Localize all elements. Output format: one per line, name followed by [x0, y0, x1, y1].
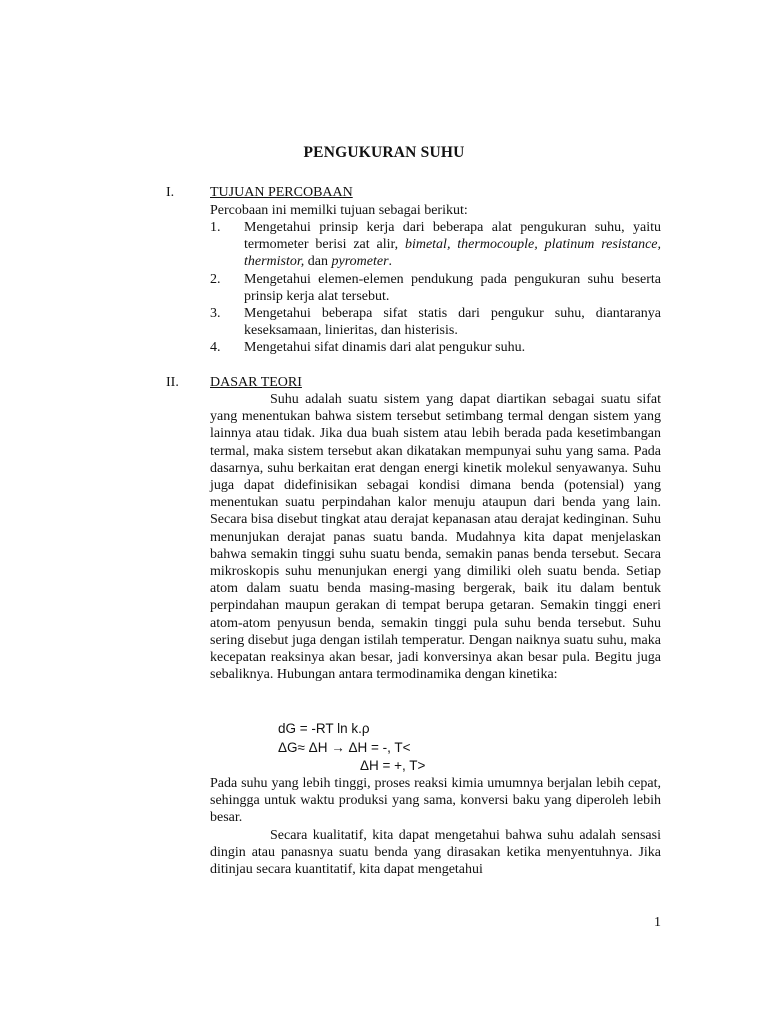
- list-item-number: 2.: [210, 271, 221, 287]
- list-item-text: Mengetahui beberapa sifat statis dari pengukur suhu, diantaranya keseksamaan, linieritas, dan histerisis.: [244, 306, 661, 339]
- list-item: [210, 271, 661, 305]
- list-item: [210, 219, 661, 271]
- list-item-text: Mengetahui elemen-elemen pendukung pada pengukuran suhu beserta prinsip kerja alat tersebut.: [244, 271, 661, 304]
- list-item-text: dan: [304, 254, 332, 270]
- list-item-number: 1.: [210, 220, 221, 235]
- list-item-number: 4.: [210, 340, 221, 356]
- list-item-italic: bimetal, thermocouple, platinum resistance, thermistor,: [244, 237, 662, 270]
- section-1-heading: TUJUAN PERCOBAAN: [210, 185, 353, 200]
- page-title: PENGUKURAN SUHU: [303, 144, 465, 161]
- theory-paragraph-3: Secara kualitatif, kita dapat mengetahui bahwa suhu adalah sensasi dingin atau panasnya suatu benda yang dirasakan ketika menyentuhnya. Jika ditinjau secara kuantitatif, kita dapat mengetahui: [210, 828, 661, 878]
- list-item-number: 3.: [210, 306, 221, 322]
- theory-paragraph-1: Suhu adalah suatu sistem yang dapat diartikan sebagai suatu sifat yang menentukan bahwa sistem tersebut setimbang termal dengan sistem yang lainnya atau tidak. Jika dua buah sistem atau lebih berada pada kesetimbangan termal, maka sistem tersebut akan dikatakan mempunyai suhu yang sama. Pada dasarnya, suhu berkaitan erat dengan energi kinetik molekul senyawanya. Suhu juga dapat didefinisikan sebagai kondisi dimana benda (potensial) yang menentukan suatu perpindahan kalor menuju ataupun dari benda yang lain. Secara bisa disebut tingkat atau derajat kepanasan atau derajat kedinginan. Suhu menunjukan derajat panas suatu banda. Mudahnya kita dapat menjelaskan bahwa semakin tinggi suhu suatu benda, semakin panas benda tersebut. Secara mikroskopis suhu menunjukan energi yang dimiliki oleh suatu benda. Setiap atom dalam suatu benda masing-masing bergerak, baik itu dalam bentuk perpindahan maupun gerakan di tempat berupa getaran. Semakin tinggi eneri atom-atom penyusun benda, semakin tinggi pula suhu benda tersebut. Suhu sering disebut juga dengan istilah temperatur. Dengan naiknya suatu suhu, maka kecepatan reaksinya akan besar, jadi konversinya akan besar pula. Begitu juga sebaliknya. Hubungan antara termodinamika dengan kinetika:: [210, 392, 661, 683]
- formula-2: ΔG≈ ΔH → ΔH = -, T<: [278, 740, 411, 755]
- objectives-list: [210, 219, 661, 357]
- list-item: [210, 339, 661, 356]
- page-number: 1: [654, 915, 661, 930]
- list-item: [210, 305, 661, 339]
- section-1-number: I.: [166, 185, 175, 200]
- list-item-text: Mengetahui prinsip kerja dari beberapa alat pengukuran suhu, yaitu termometer berisi zat alir,: [244, 220, 661, 253]
- section-1-intro: Percobaan ini memilki tujuan sebagai berikut:: [210, 203, 468, 218]
- theory-paragraph-2: Pada suhu yang lebih tinggi, proses reaksi kimia umumnya berjalan lebih cepat, sehingga untuk waktu produksi yang sama, konversi baku yang diperoleh lebih besar.: [210, 776, 661, 826]
- list-item-italic: pyrometer: [331, 254, 389, 270]
- section-2-heading: DASAR TEORI: [210, 375, 302, 390]
- list-item-text: .: [388, 254, 393, 270]
- formula-3: ΔH = +, T>: [360, 758, 426, 773]
- list-item-text: Mengetahui sifat dinamis dari alat pengukur suhu.: [244, 340, 526, 356]
- section-2-number: II.: [166, 375, 179, 390]
- formula-1: dG = -RT ln k.ρ: [278, 721, 370, 736]
